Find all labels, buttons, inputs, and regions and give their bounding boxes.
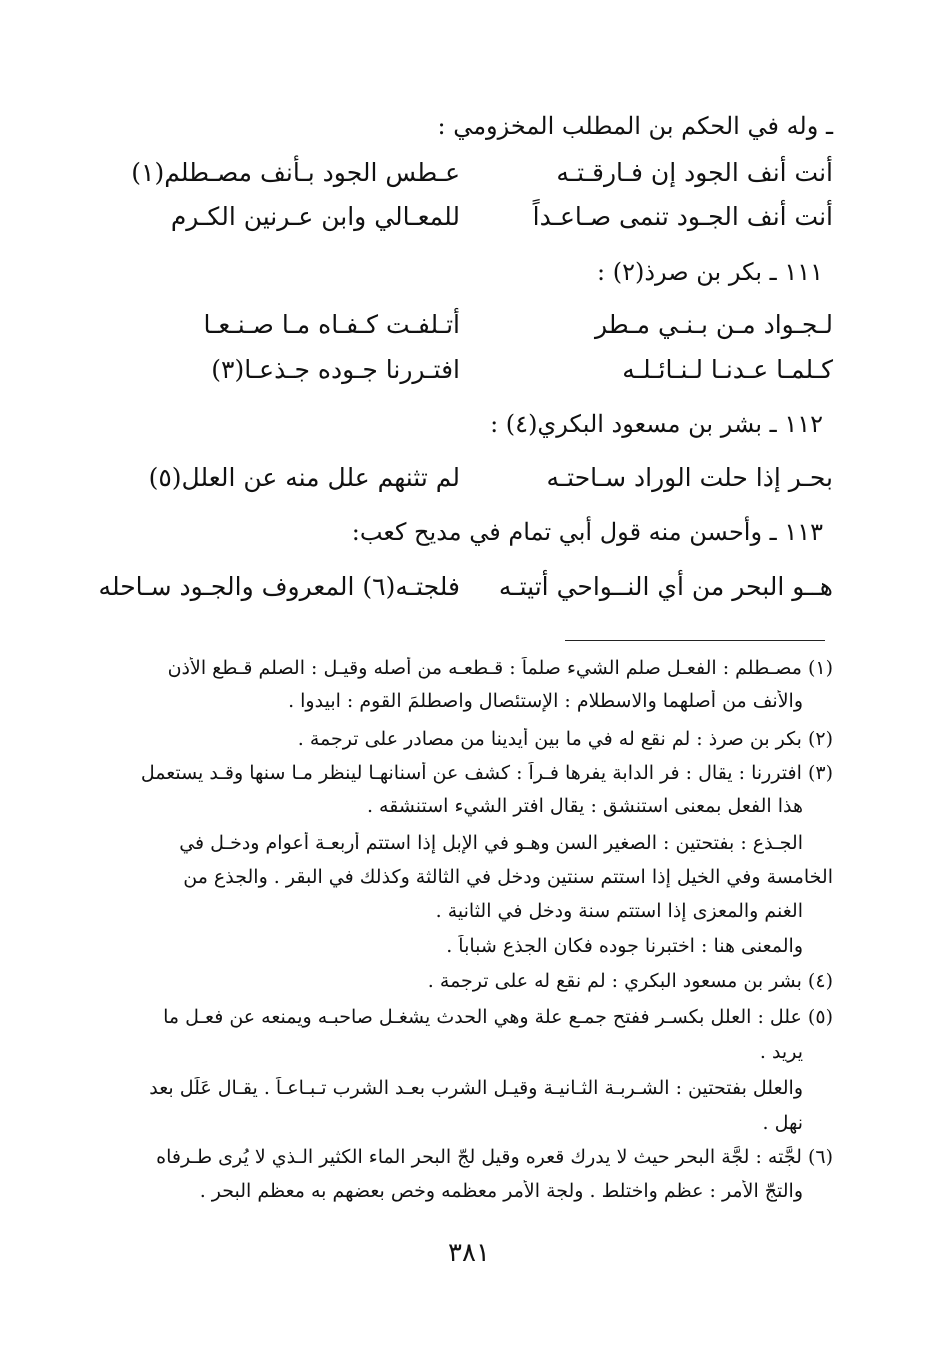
footnote-line: (٣) افتررنا : يقال : فر الدابة يفرها فـراً : كشف عن أسنانهـا لينظر مـا سنها وقـد يستعمل	[140, 762, 833, 784]
verse-hemistich-second: فلجتـه(٦) المعروف والجـود سـاحله	[98, 572, 460, 601]
footnote-line: والعلل بفتحتين : الشـربـة الثـانيـة وقيـل الشرب بعـد الشرب تـبـاعـاً . يقـال عَلَل بعد	[149, 1077, 803, 1099]
footnote-line: (٥) علل : العلل بكسـر ففتح جمـع علة وهي الحدث يشغـل صاحبـه ويمنعه عن فعـل ما	[163, 1006, 833, 1028]
footnote-line: (٦) لجَّته : لجَّة البحر حيث لا يدرك قعره وقيل لجّ البحر الماء الكثير الـذي لا يُرى طـرفاه	[156, 1146, 833, 1168]
verse-hemistich-second: للمعـالي وابن عـرنين الكـرم	[170, 202, 460, 231]
verse-hemistich-first: أنت أنف الجود إن فـارقـتـه	[556, 158, 833, 187]
footnote-line: هذا الفعل بمعنى استنشق : يقال افتر الشيء استنشقه .	[366, 795, 803, 817]
verse-hemistich-first: لـجـواد مـن بـنـي مـطر	[595, 310, 833, 339]
footnote-line: والأنف من أصلهما والاسطلام : الإستئصال واصطلمَ القوم : ابيدوا .	[288, 690, 803, 712]
footnote-line: الخامسة وفي الخيل إذا استتم سنتين ودخل في الثالثة وكذلك في البقر . والجذع من	[183, 866, 833, 888]
intro-line: ـ وله في الحكم بن المطلب المخزومي :	[437, 112, 833, 140]
footnote-line: الغنم والمعزى إذا استتم سنة ودخل في الثانية .	[435, 900, 803, 922]
verse-hemistich-first: هــو البحر من أي النــواحي أتيتـه	[498, 572, 833, 601]
footnote-separator	[565, 640, 825, 641]
verse-hemistich-second: عـطس الجود بـأنف مصـطلم(١)	[131, 158, 460, 187]
footnote-line: (٢) بكر بن صرذ : لم نقع له في ما بين أيدينا من مصادر على ترجمة .	[297, 728, 833, 750]
footnote-line: نهل .	[762, 1112, 803, 1134]
section-heading-112: ١١٢ ـ بشر بن مسعود البكري(٤) :	[490, 410, 823, 438]
footnote-line: الجـذع : بفتحتين : الصغير السن وهـو في الإبل إذا استتم أربعـة أعوام ودخـل في	[179, 832, 803, 854]
verse-hemistich-first: أنت أنف الجـود تنمى صـاعـداً	[532, 202, 833, 231]
verse-hemistich-first: بحـر إذا حلت الوراد سـاحتـه	[546, 463, 833, 492]
section-heading-113: ١١٣ ـ وأحسن منه قول أبي تمام في مديح كعب:	[351, 518, 823, 546]
footnote-line: والتجّ الأمر : عظم واختلط . ولجة الأمر معظمه وخص بعضهم به معظم البحر .	[199, 1180, 803, 1202]
page-number: ٣٨١	[448, 1238, 490, 1268]
verse-hemistich-second: افتـررنا جـوده جـذعـا(٣)	[211, 355, 460, 384]
verse-hemistich-second: لم تثنهم علل منه عن العلل(٥)	[148, 463, 460, 492]
verse-hemistich-second: أتـلفـت كـفـاه مـا صـنـعـا	[203, 310, 460, 339]
footnote-line: يريد .	[759, 1041, 803, 1063]
footnote-line: والمعنى هنا : اختبرنا جوده فكان الجذع شباباً .	[446, 935, 803, 957]
verse-hemistich-first: كـلمـا عـدنـا لـنـائـلـه	[622, 355, 833, 384]
section-heading-111: ١١١ ـ بكر بن صرذ(٢) :	[597, 258, 823, 286]
footnote-line: (١) مصـطلم : الفعـل صلم الشيء صلماً : قـطعـه من أصله وقيـل : الصلم قـطع الأذن	[167, 657, 833, 679]
footnote-line: (٤) بشر بن مسعود البكري : لم نقع له على ترجمة .	[427, 970, 833, 992]
